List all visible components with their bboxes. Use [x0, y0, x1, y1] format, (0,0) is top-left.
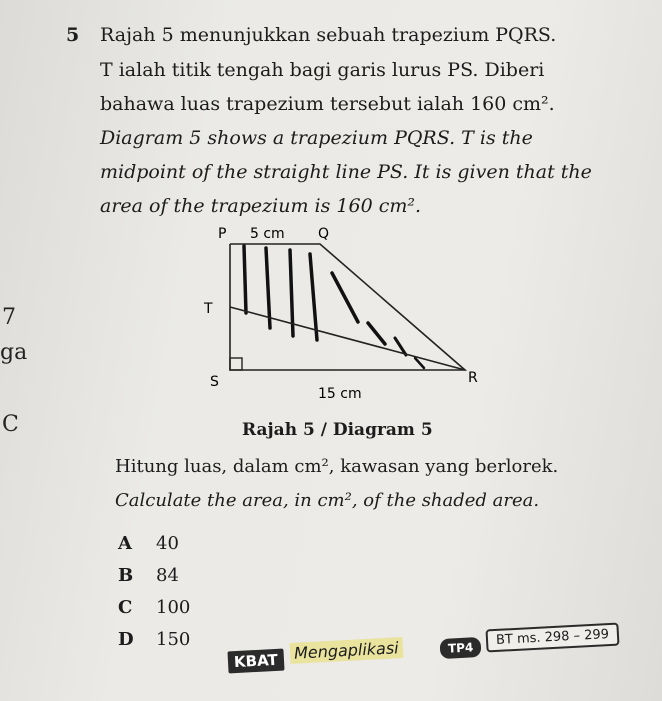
option-letter: B	[118, 565, 134, 586]
margin-fragment: 7	[2, 305, 16, 330]
vertex-label-Q: Q	[318, 226, 330, 242]
margin-fragment: C	[2, 412, 19, 437]
diagram-caption: Rajah 5 / Diagram 5	[242, 420, 433, 440]
question-number: 5	[66, 24, 80, 46]
malay-line: bahawa luas trapezium tersebut ialah 160 cm².	[100, 93, 555, 115]
english-line: midpoint of the straight line PS. It is given that the	[100, 161, 592, 183]
option-value: 40	[156, 533, 179, 554]
page-reference: BT ms. 298 – 299	[485, 623, 619, 653]
option-a[interactable]	[118, 533, 179, 554]
shaded-region	[244, 246, 424, 368]
option-letter: D	[118, 629, 134, 650]
malay-line: T ialah titik tengah bagi garis lurus PS. Diberi	[100, 59, 545, 81]
option-letter: A	[118, 533, 132, 554]
margin-fragment: ga	[0, 340, 28, 365]
option-value: 100	[156, 597, 191, 618]
english-line: Diagram 5 shows a trapezium PQRS. T is the	[100, 127, 533, 149]
vertex-label-P: P	[218, 226, 227, 242]
option-value: 150	[156, 629, 191, 650]
option-b[interactable]	[118, 565, 179, 586]
option-d[interactable]	[118, 629, 190, 650]
mengaplikasi-label: Mengaplikasi	[290, 637, 404, 664]
vertex-label-R: R	[468, 370, 478, 386]
english-line: area of the trapezium is 160 cm².	[100, 195, 422, 217]
trapezium-diagram	[190, 218, 490, 418]
option-c[interactable]	[118, 597, 190, 618]
prompt-english: Calculate the area, in cm², of the shaded area.	[115, 490, 540, 511]
option-letter: C	[118, 597, 133, 618]
top-length-label: 5 cm	[250, 226, 285, 242]
bottom-length-label: 15 cm	[318, 386, 362, 402]
malay-line: Rajah 5 menunjukkan sebuah trapezium PQRS.	[100, 24, 557, 46]
vertex-label-S: S	[210, 374, 219, 390]
vertex-label-T: T	[204, 301, 213, 317]
tp-badge: TP4	[440, 637, 482, 659]
right-angle-marker	[230, 358, 242, 370]
prompt-malay: Hitung luas, dalam cm², kawasan yang berlorek.	[115, 456, 559, 477]
kbat-badge: KBAT	[227, 649, 284, 674]
option-value: 84	[156, 565, 179, 586]
